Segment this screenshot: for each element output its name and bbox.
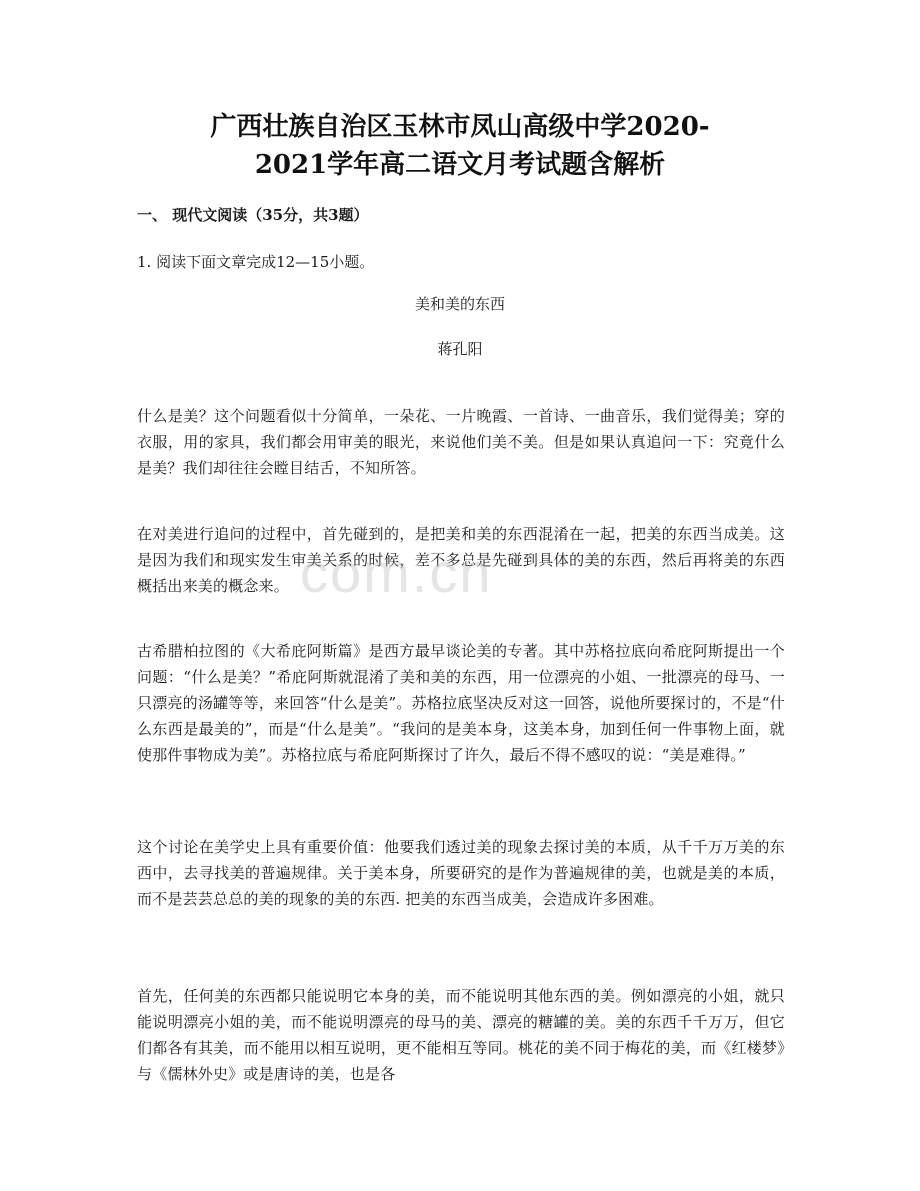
paragraph-2: 在对美进行追问的过程中，首先碰到的，是把美和美的东西混淆在一起，把美的东西当成美。这是因为我们和现实发生审美关系的时候，差不多总是先碰到具体的美的东西，然后再将美的东西概括出来美的概念来。 [137, 525, 785, 595]
paragraph-1: 什么是美？这个问题看似十分简单，一朵花、一片晚霞、一首诗、一曲音乐，我们觉得美；穿的衣服，用的家具，我们都会用审美的眼光，来说他们美不美。但是如果认真追问一下：究竟什么是美？我们却往往会瞠目结舌，不知所答。 [137, 407, 785, 477]
paragraph-5: 首先，任何美的东西都只能说明它本身的美，而不能说明其他东西的美。例如漂亮的小姐，就只能说明漂亮小姐的美，而不能说明漂亮的母马的美、漂亮的糖罐的美。美的东西千千万万，但它们都各有其美，而不能用以相互说明，更不能相互等同。桃花的美不同于梅花的美，而《红楼梦》与《儒林外史》或是唐诗的美，也是各 [137, 987, 785, 1083]
paragraph-4: 这个讨论在美学史上具有重要价值：他要我们透过美的现象去探讨美的本质，从千千万万美的东西中，去寻找美的普遍规律。关于美本身，所要研究的是作为普遍规律的美，也就是美的本质，而不是芸芸总总的美的现象的美的东西. 把美的东西当成美，会造成许多困难。 [137, 838, 785, 908]
section-heading: 一、 现代文阅读（35分，共3题） [137, 206, 369, 224]
question-prompt: 1. 阅读下面文章完成12—15小题。 [137, 253, 375, 271]
article-title: 美和美的东西 [414, 295, 505, 313]
title-line-1: 广西壮族自治区玉林市凤山高级中学2020- [210, 112, 710, 142]
article-author: 蒋孔阳 [437, 340, 483, 358]
document-title [0, 108, 920, 184]
watermark: com.cn [300, 541, 493, 604]
paragraph-3: 古希腊柏拉图的《大希庇阿斯篇》是西方最早谈论美的专著。其中苏格拉底向希庇阿斯提出一个问题：“什么是美？”希庇阿斯就混淆了美和美的东西，用一位漂亮的小姐、一批漂亮的母马、一只漂亮的汤罐等等，来回答“什么是美”。苏格拉底坚决反对这一回答，说他所要探讨的，不是“什么东西是最美的”，而是“什么是美”。“我问的是美本身，这美本身，加到任何一件事物上面，就使那件事物成为美”。苏格拉底与希庇阿斯探讨了许久，最后不得不感叹的说：“美是难得。” [137, 642, 785, 764]
title-line-2: 2021学年高二语文月考试题含解析 [254, 150, 666, 180]
